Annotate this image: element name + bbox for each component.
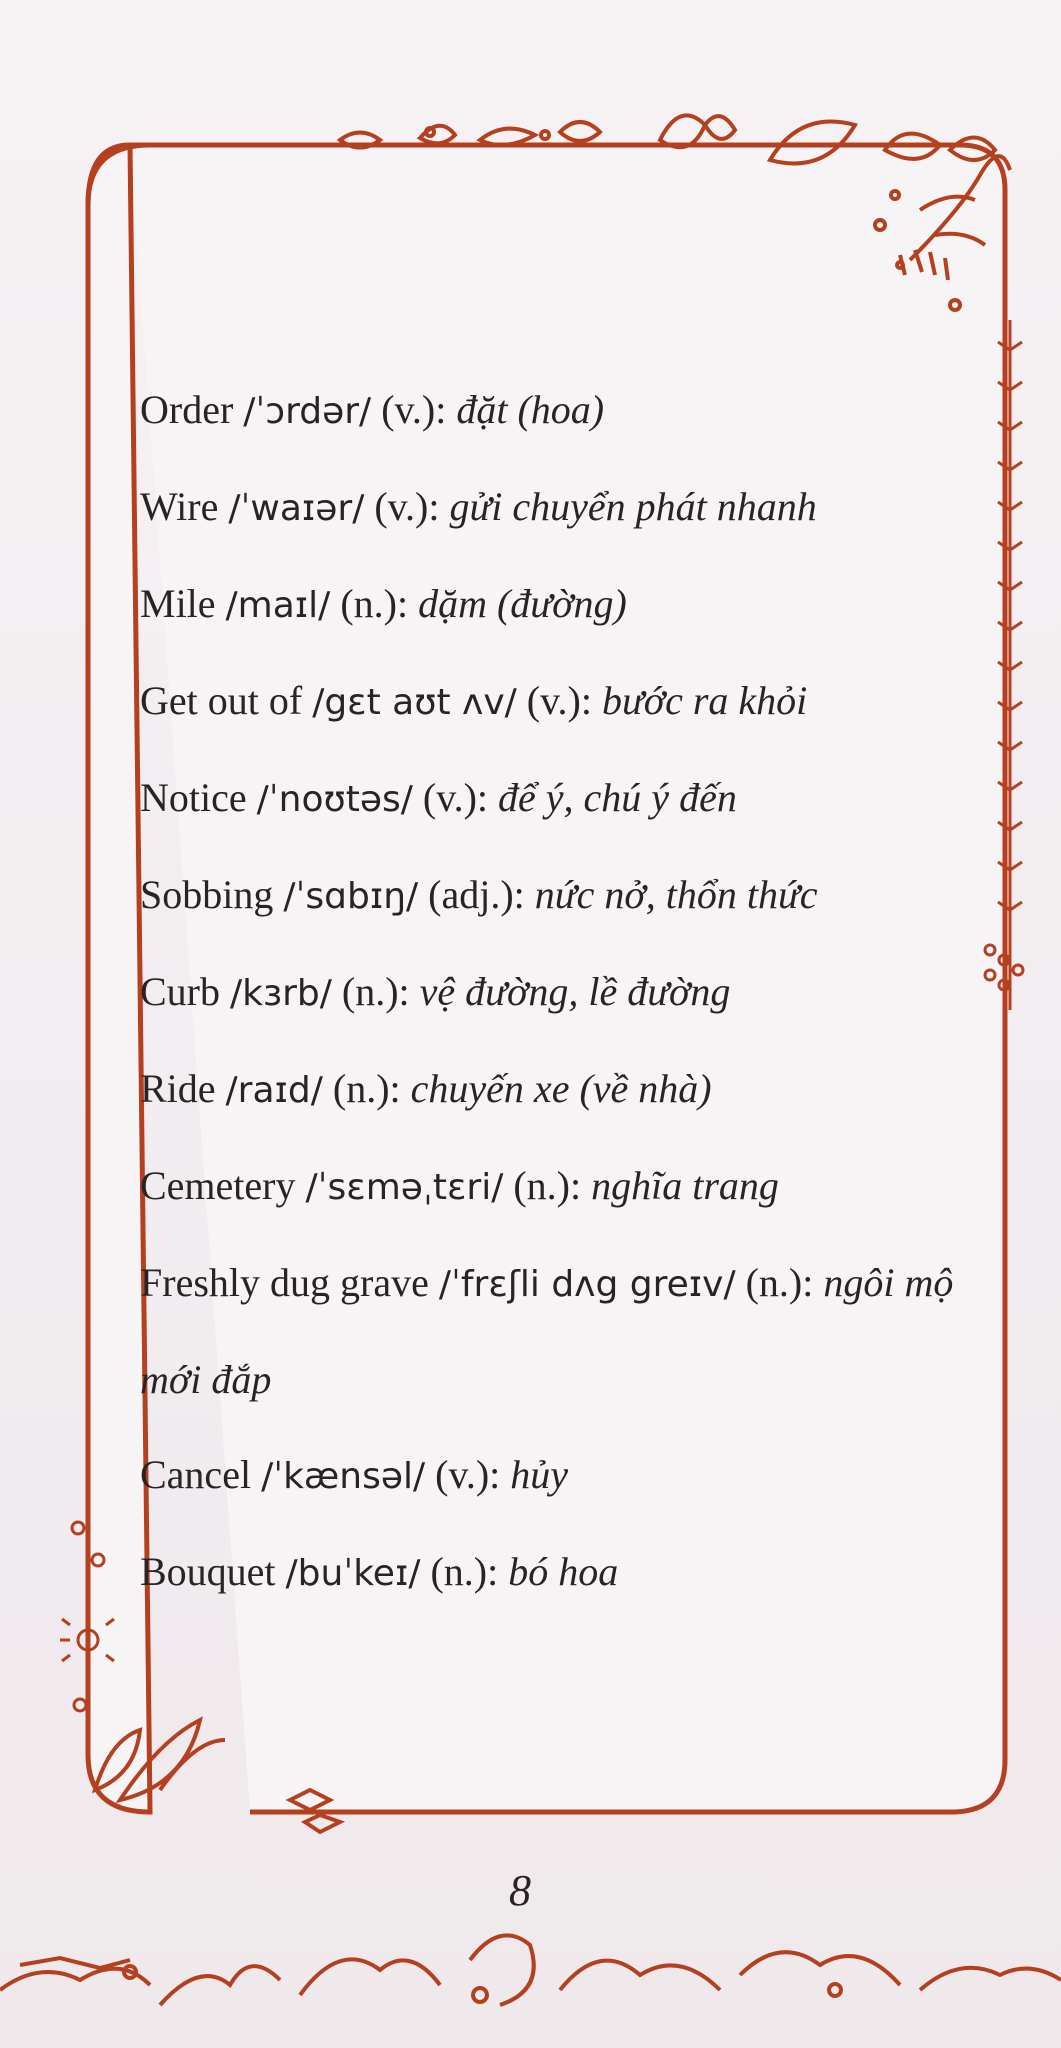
vocab-pos: (v.): xyxy=(381,387,447,432)
vocab-pos: (v.): xyxy=(526,678,592,723)
vocab-word: Cancel xyxy=(140,1452,252,1497)
vocab-entry xyxy=(140,556,970,653)
vocab-pos: (n.): xyxy=(332,1066,401,1111)
vocab-word: Ride xyxy=(140,1066,216,1111)
vocab-word: Notice xyxy=(140,775,247,820)
vocab-word: Wire xyxy=(140,484,219,529)
vocab-ipa: /ˈnoʊtəs/ xyxy=(256,779,413,820)
vocab-list xyxy=(140,362,970,1621)
vocab-ipa: /ˈwaɪər/ xyxy=(228,488,365,529)
vocab-entry xyxy=(140,1524,970,1621)
vocab-entry xyxy=(140,1427,970,1524)
vocab-word: Bouquet xyxy=(140,1549,276,1594)
vocab-pos: (adj.): xyxy=(428,872,525,917)
vocab-entry xyxy=(140,1138,970,1235)
vocab-meaning: bó hoa xyxy=(508,1549,619,1594)
vocab-pos: (n.): xyxy=(430,1549,499,1594)
vocab-entry xyxy=(140,944,970,1041)
vocab-word: Sobbing xyxy=(140,872,274,917)
vocab-meaning: nức nở, thổn thức xyxy=(534,872,818,917)
vocab-entry xyxy=(140,1041,970,1138)
vocab-ipa: /raɪd/ xyxy=(225,1070,323,1111)
vocab-ipa: /ˈfrɛʃli dʌg greɪv/ xyxy=(438,1264,736,1305)
vocab-word: Get out of xyxy=(140,678,303,723)
vocab-ipa: /gɛt aʊt ʌv/ xyxy=(312,682,517,723)
vocab-word: Order xyxy=(140,387,234,432)
vocab-entry xyxy=(140,847,970,944)
vocab-ipa: /buˈkeɪ/ xyxy=(285,1553,421,1594)
vocab-pos: (n.): xyxy=(340,581,409,626)
vocab-entry xyxy=(140,750,970,847)
vocab-entry xyxy=(140,459,970,556)
vocab-meaning: đặt (hoa) xyxy=(456,387,605,432)
vocab-entry xyxy=(140,362,970,459)
vocab-meaning: dặm (đường) xyxy=(418,581,627,626)
vocab-pos: (v.): xyxy=(422,775,489,820)
vocab-meaning: ngôi mộ mới đắp xyxy=(140,1260,954,1402)
vocab-entry xyxy=(140,653,970,750)
vocab-ipa: /ˈɔrdər/ xyxy=(243,391,372,432)
vocab-ipa: /ˈkænsəl/ xyxy=(261,1456,426,1497)
vocab-ipa: /maɪl/ xyxy=(225,585,331,626)
vocab-ipa: /ˈsɛməˌtɛri/ xyxy=(305,1167,504,1208)
vocab-pos: (n.): xyxy=(745,1260,814,1305)
vocab-entry xyxy=(140,1235,970,1427)
vocab-pos: (v.): xyxy=(435,1452,501,1497)
vocab-word: Freshly dug grave xyxy=(140,1260,429,1305)
vocab-pos: (v.): xyxy=(374,484,440,529)
bottom-ornament xyxy=(0,1935,1061,2005)
vocab-word: Curb xyxy=(140,969,220,1014)
vocab-meaning: nghĩa trang xyxy=(591,1163,779,1208)
vocab-meaning: bước ra khỏi xyxy=(601,678,808,723)
page-number: 8 xyxy=(509,1866,531,1915)
vocab-ipa: /ˈsɑbɪŋ/ xyxy=(283,876,419,917)
vocab-word: Cemetery xyxy=(140,1163,296,1208)
vocab-meaning: chuyến xe (về nhà) xyxy=(410,1066,712,1111)
vocab-pos: (n.): xyxy=(341,969,410,1014)
vocab-meaning: vệ đường, lề đường xyxy=(419,969,731,1014)
vocab-word: Mile xyxy=(140,581,216,626)
vocab-meaning: để ý, chú ý đến xyxy=(498,775,737,820)
vocab-pos: (n.): xyxy=(513,1163,582,1208)
vocab-ipa: /kɜrb/ xyxy=(230,973,332,1014)
vocab-meaning: gửi chuyển phát nhanh xyxy=(449,484,817,529)
vocab-meaning: hủy xyxy=(510,1452,569,1497)
